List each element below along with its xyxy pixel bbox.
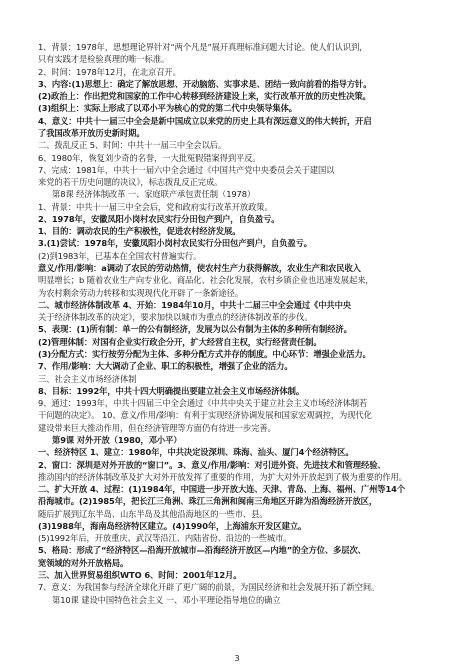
text-line: 随后扩展到辽东半岛、山东半岛及其他沿海地区的一些市、县。	[38, 508, 268, 519]
text-line: 2、窗口：深圳是对外开放的“窗口”。3、意义/作用/影响：对引进外资、先进技术和管理经验、	[38, 459, 386, 470]
text-line: 第10课 建设中国特色社会主义 一、邓小平理论指导地位的确立	[52, 594, 281, 605]
page-number: 3	[234, 654, 240, 663]
text-line: 5、格局：形成了“经济特区—沿海开放城市—沿海经济开放区—内地”的全方位、多层次、	[38, 545, 366, 556]
text-line: 了我国改革开放历史新时期。	[38, 127, 145, 138]
text-line: 7、作用/影响：大大调动了企业、职工的积极性，增强了企业的活力。	[38, 361, 293, 372]
text-line: (3)组织上：实际上形成了以邓小平为核心的党的第二代中央领导集体。	[38, 103, 297, 114]
text-line: 三、社会主义市场经济体制	[38, 373, 137, 384]
text-line: 为农村剩余劳动力转移和实现现代化开辟了一条新途径。	[38, 287, 243, 298]
text-line: 6、1980年，恢复刘少奇的名誉，一大批冤假错案得到平反。	[38, 152, 261, 163]
text-line: 7、完成：1981年，中共十一届六中全会通过《中国共产党中央委员会关于建国以	[38, 164, 335, 175]
text-line: 三、加入世界贸易组织WTO 6、时间：2001年12月。	[38, 570, 242, 581]
text-line: (3)分配方式：实行按劳分配为主体、多种分配方式并存的制度。中心环节：增强企业活力。	[38, 349, 371, 359]
text-line: 推动国内的经济体制改革及扩大对外开放发挥了重要的作用，为扩大对外开放起到了极为重要的作用。	[38, 471, 407, 482]
text-line: (5)1992年后，开放重庆、武汉等沿江、内陆省份、沿边的一些城市。	[38, 533, 292, 544]
text-line: 干问题的决定》。 10、意义/作用/影响：有利于实现经济协调发展和国家宏观调控，为现代化	[38, 410, 372, 421]
text-line: (2)管理体制：对国有企业实行政企分开，扩大经营自主权，实行经营责任制。	[38, 336, 322, 347]
text-line: 1、背景：中共十一届三中全会后，党和政府实行改革开放政策。	[38, 201, 273, 212]
text-line: 二、拨乱反正 5、时间：中共十一届三中全会以后。	[38, 140, 227, 151]
text-line: 1、目的：调动农民的生产积极性，促进农村经济发展。	[38, 226, 241, 237]
text-line: (3)1988年，海南岛经济特区建立。(4)1990年，上海浦东开发区建立。	[38, 520, 307, 531]
text-line: 8、目标：1992年，中共十四大明确提出要建立社会主义市场经济体制。	[38, 385, 305, 396]
text-line: 意义/作用/影响：a调动了农民的劳动热情，使农村生产力获得解放，农业生产和农民收入	[38, 263, 361, 274]
text-line: 第9课 对外开放（1980，邓小平）	[52, 434, 182, 445]
text-line: (2)政治上：作出把党和国家的工作中心转移到经济建设上来，实行改革开放的历史性决策。	[38, 91, 371, 102]
text-line: 宽领域的对外开放格局。	[38, 557, 129, 568]
text-line: 关于经济体制改革的决定》，要求加快以城市为重点的经济体制改革的步伐。	[38, 312, 313, 323]
text-line: 4、意义：中共十一届三中全会是新中国成立以来党的历史上具有深远意义的伟大转折，开启	[38, 115, 372, 126]
text-line: 1、背景：1978年，思想理论界针对“两个凡是”展开真理标准问题大讨论。使人们认识到，	[38, 42, 368, 52]
text-line: 第8课 经济体制改革 一、家庭联产承包责任制（1978）	[52, 189, 256, 200]
text-line: (2)到1983年，已基本在全国农村普遍实行。	[38, 250, 202, 261]
text-line: 7、意义：为我国参与经济全球化开辟了更广阔的前景，为国民经济和社会发展开拓了新空间。	[38, 582, 380, 593]
text-line: 来党的若干历史问题的决议》，标志拨乱反正完成。	[38, 177, 223, 188]
text-line: 明显增长；b 随着农业生产向专业化、商品化、社会化发展，农村乡镇企业也迅速发展起来，	[38, 275, 374, 286]
text-line: 3.(1)尝试：1978年，安徽凤阳小岗村农民实行分田包产到户，自负盈亏。	[38, 238, 312, 249]
text-line: 2、时间：1978年12月，在北京召开。	[38, 66, 181, 77]
text-line: 只有实践才是检验真理的唯一标准。	[38, 54, 170, 65]
text-line: 2、1978年，安徽凤阳小岗村农民实行分田包产到户，自负盈亏。	[38, 213, 280, 224]
text-line: 建设带来巨大推动作用，但在经济管理等方面仍有待进一步完善。	[38, 422, 276, 433]
text-line: 沿海城市。(2)1985年，把长江三角洲、珠江三角洲和闽南三角地区开辟为沿海经济开放区，	[38, 496, 378, 507]
text-line: 二、扩大开放 4、过程：(1)1984年，中国进一步开放大连、天津、青岛、上海、福州、广州等14个	[38, 484, 406, 495]
text-line: 一、经济特区 1、建立：1980年，中共决定设深圳、珠海、汕头、厦门4个经济特区。	[38, 447, 354, 458]
text-line: 5、表现：(1)所有制：单一的公有制经济，发展为以公有制为主体的多种所有制经济。	[38, 324, 352, 335]
text-line: 二、城市经济体制改革 4、开始：1984年10月，中共十二届三中全会通过《中共中央	[38, 299, 351, 310]
text-line: 3、内容:(1)思想上：确定了解放思想、开动脑筋、实事求是、团结一致向前看的指导方针。	[38, 78, 372, 89]
text-line: 9、通过：1993年，中共十四届三中全会通过《中共中央关于建立社会主义市场经济体制若	[38, 398, 368, 409]
